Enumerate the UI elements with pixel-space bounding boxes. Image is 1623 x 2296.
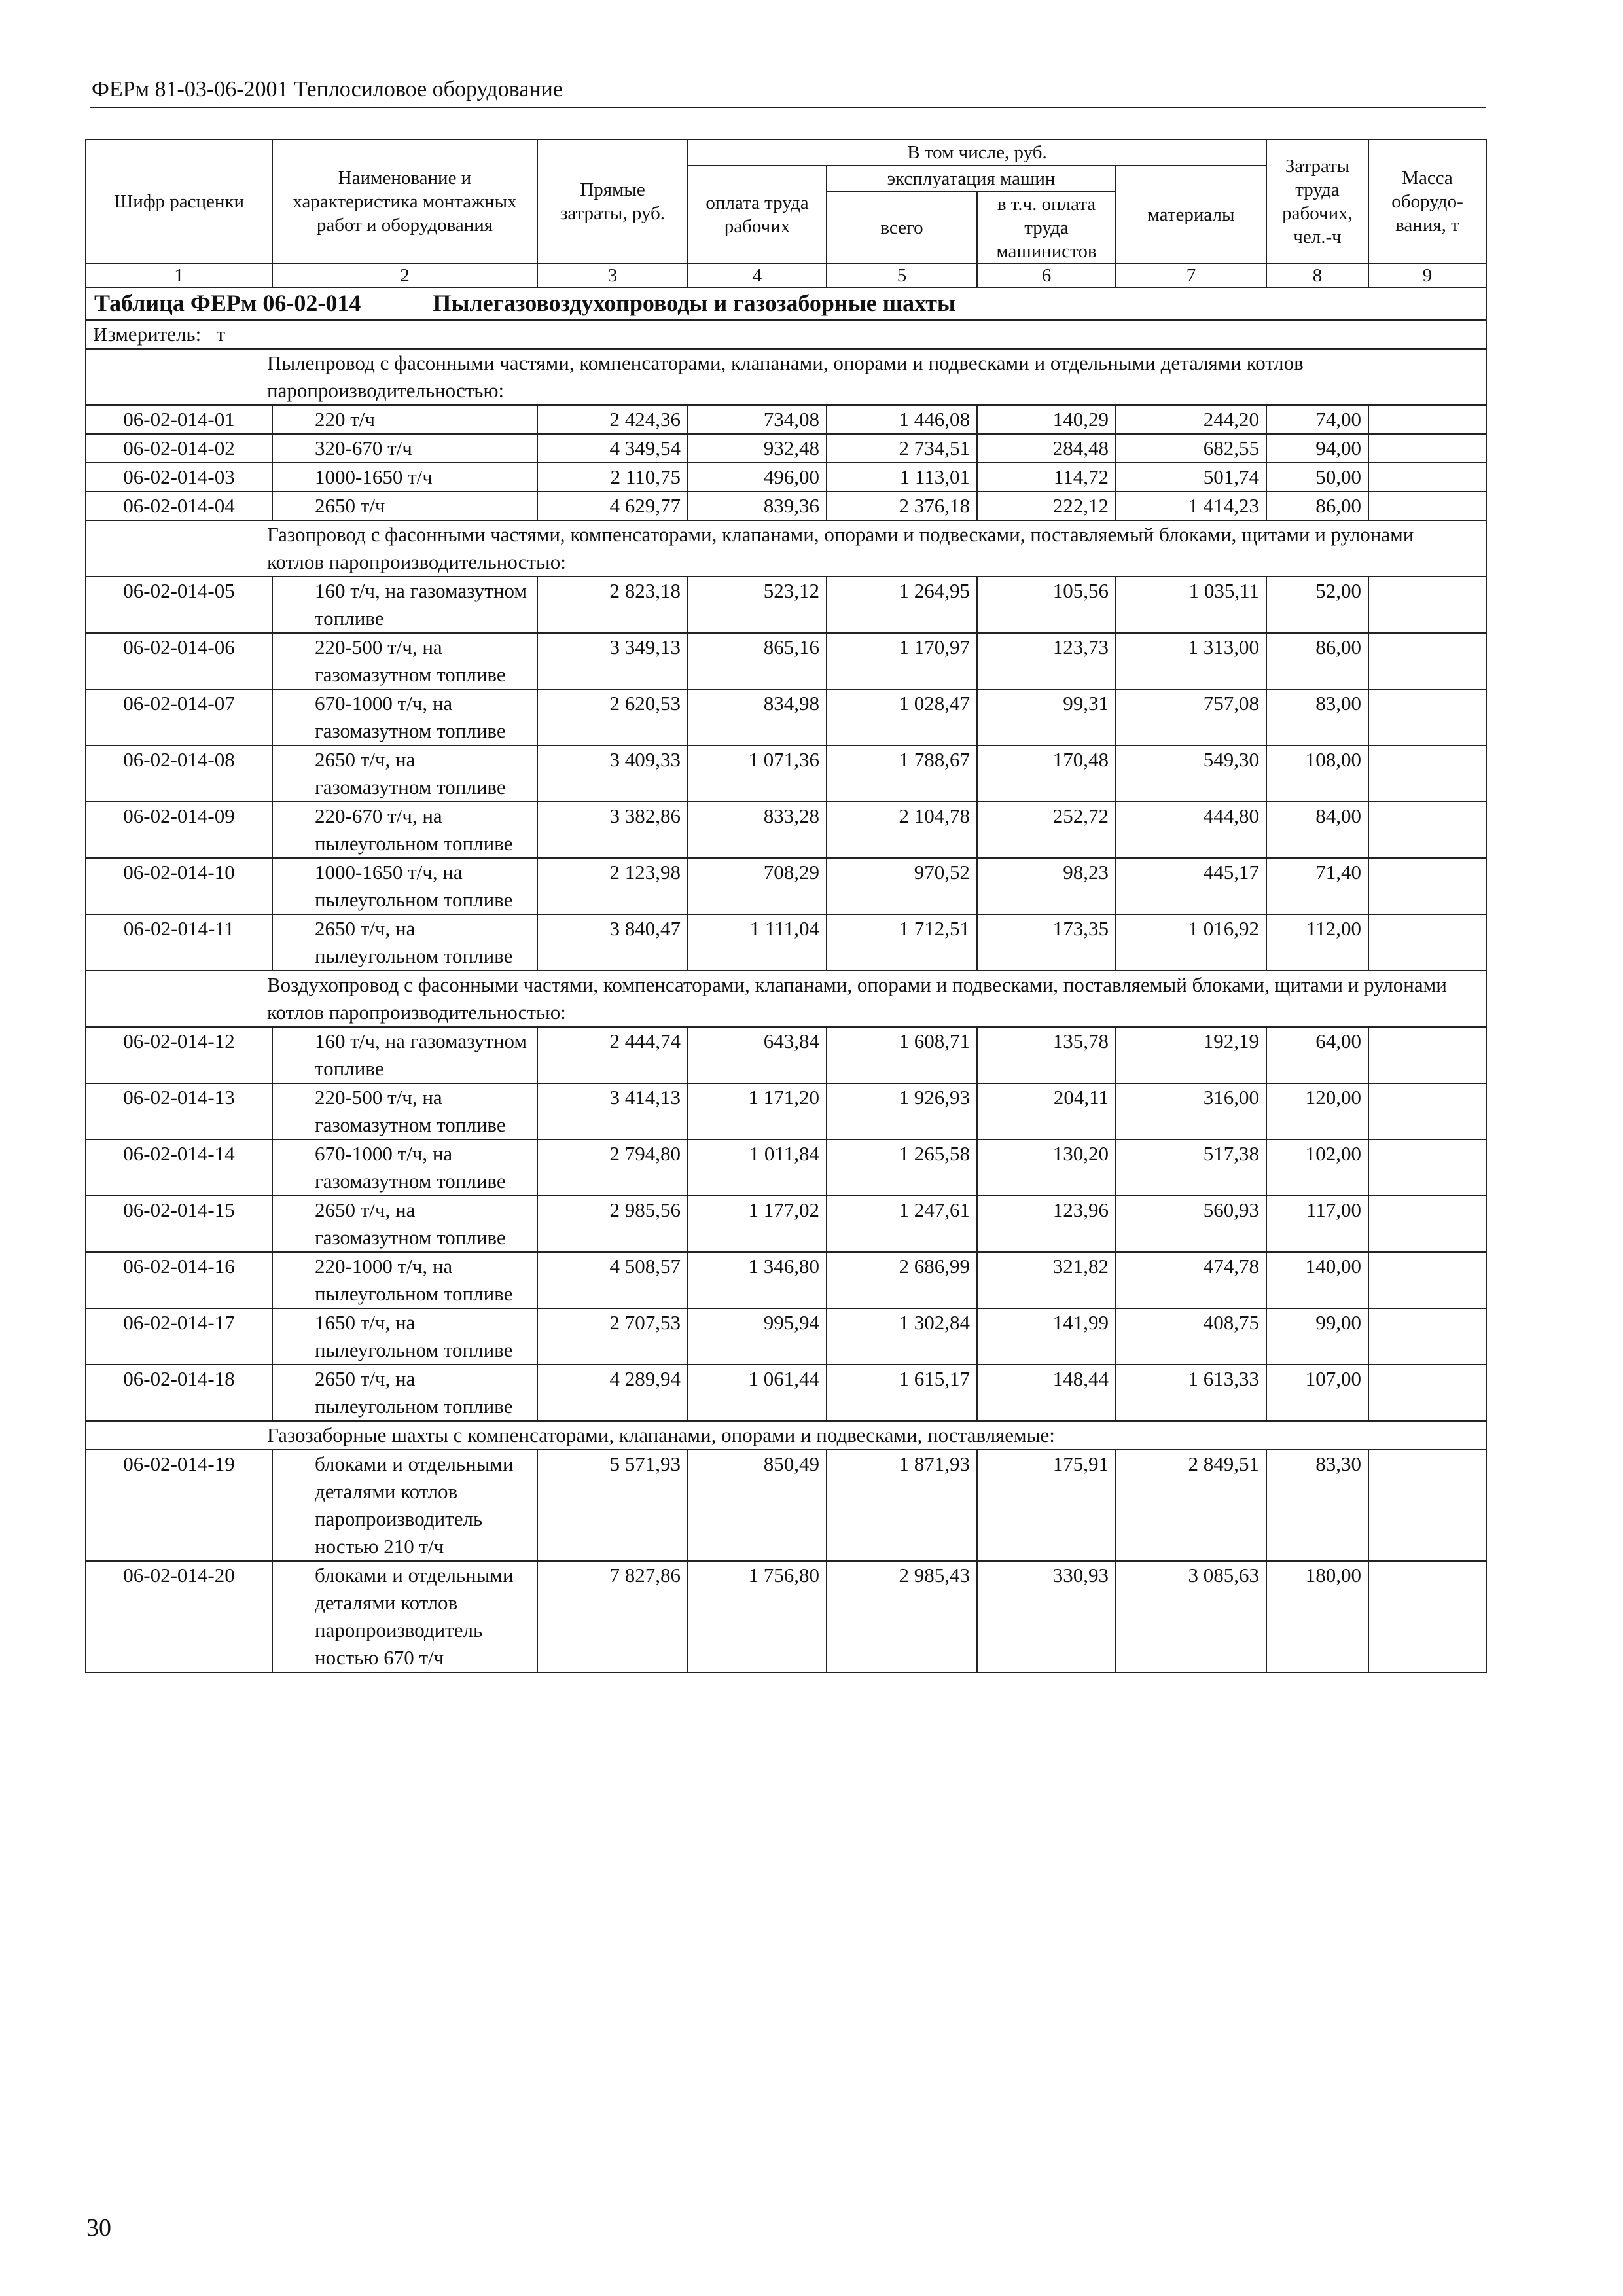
column-number: 9 [1368,264,1486,287]
table-row [86,1139,1486,1196]
row-code: 06-02-014-12 [86,1027,272,1083]
row-name: 2650 т/ч, на газомазутном топливе [272,1196,537,1252]
row-materials: 192,19 [1116,1027,1266,1083]
row-wages: 834,98 [688,689,827,745]
group-heading-spacer [86,349,272,405]
row-code: 06-02-014-13 [86,1083,272,1139]
row-mass [1368,1252,1486,1308]
row-direct-costs: 2 444,74 [537,1027,688,1083]
row-machinist-wages: 284,48 [977,434,1116,463]
row-machinist-wages: 173,35 [977,914,1116,971]
row-materials: 1 313,00 [1116,633,1266,689]
row-machinist-wages: 252,72 [977,802,1116,858]
row-name: 1000-1650 т/ч [272,463,537,492]
page-header: ФЕРм 81-03-06-2001 Теплосиловое оборудование [92,77,563,101]
row-mass [1368,405,1486,434]
table-row [86,492,1486,520]
row-materials: 244,20 [1116,405,1266,434]
group-heading: Пылепровод с фасонными частями, компенсаторами, клапанами, опорами и подвесками и отдельными деталями котлов паропроизводительностью: [267,349,1481,405]
row-mass [1368,914,1486,971]
row-code: 06-02-014-01 [86,405,272,434]
row-machines-total: 970,52 [827,858,977,914]
row-labor: 108,00 [1266,745,1368,802]
row-materials: 445,17 [1116,858,1266,914]
row-code: 06-02-014-03 [86,463,272,492]
row-name: 1650 т/ч, на пылеугольном топливе [272,1308,537,1365]
row-code: 06-02-014-20 [86,1561,272,1672]
row-name: 220-670 т/ч, на пылеугольном топливе [272,802,537,858]
row-direct-costs: 4 508,57 [537,1252,688,1308]
column-number: 3 [537,264,688,287]
row-labor: 86,00 [1266,492,1368,520]
table-code: Таблица ФЕРм 06-02-014 [94,290,361,316]
group-heading: Воздухопровод с фасонными частями, компенсаторами, клапанами, опорами и подвесками, поставляемый блоками, щитами и рулонами котлов паропроизводительностью: [267,971,1481,1027]
row-name: 220-500 т/ч, на газомазутном топливе [272,633,537,689]
rates-table-body [86,139,1486,1672]
row-materials: 517,38 [1116,1139,1266,1196]
row-name: 2650 т/ч [272,492,537,520]
row-mass [1368,858,1486,914]
group-heading-spacer [86,1421,272,1450]
row-machinist-wages: 135,78 [977,1027,1116,1083]
row-wages: 850,49 [688,1450,827,1561]
table-row [86,1196,1486,1252]
row-wages: 865,16 [688,633,827,689]
row-materials: 474,78 [1116,1252,1266,1308]
row-labor: 71,40 [1266,858,1368,914]
row-materials: 1 035,11 [1116,577,1266,633]
row-machines-total: 2 734,51 [827,434,977,463]
row-labor: 140,00 [1266,1252,1368,1308]
row-mass [1368,802,1486,858]
row-materials: 408,75 [1116,1308,1266,1365]
row-wages: 643,84 [688,1027,827,1083]
row-materials: 444,80 [1116,802,1266,858]
row-wages: 496,00 [688,463,827,492]
row-direct-costs: 2 823,18 [537,577,688,633]
row-machines-total: 1 446,08 [827,405,977,434]
row-wages: 1 171,20 [688,1083,827,1139]
row-name: 1000-1650 т/ч, на пылеугольном топливе [272,858,537,914]
row-mass [1368,1196,1486,1252]
row-machines-total: 1 871,93 [827,1450,977,1561]
row-mass [1368,1365,1486,1421]
column-number: 4 [688,264,827,287]
row-wages: 1 177,02 [688,1196,827,1252]
row-machinist-wages: 141,99 [977,1308,1116,1365]
row-wages: 1 071,36 [688,745,827,802]
row-name: блоками и отдельными деталями котлов паропроизводитель ностью 210 т/ч [272,1450,537,1561]
row-mass [1368,463,1486,492]
row-code: 06-02-014-18 [86,1365,272,1421]
table-row [86,1027,1486,1083]
row-direct-costs: 2 110,75 [537,463,688,492]
row-machinist-wages: 140,29 [977,405,1116,434]
column-number: 2 [272,264,537,287]
row-name: 670-1000 т/ч, на газомазутном топливе [272,689,537,745]
row-materials: 549,30 [1116,745,1266,802]
row-labor: 50,00 [1266,463,1368,492]
row-machinist-wages: 105,56 [977,577,1116,633]
row-code: 06-02-014-19 [86,1450,272,1561]
row-labor: 52,00 [1266,577,1368,633]
row-direct-costs: 5 571,93 [537,1450,688,1561]
row-machinist-wages: 222,12 [977,492,1116,520]
row-materials: 501,74 [1116,463,1266,492]
row-name: 160 т/ч, на газомазутном топливе [272,577,537,633]
row-mass [1368,1083,1486,1139]
measure-row [86,320,1486,349]
group-heading-row [86,349,1486,405]
row-machines-total: 1 247,61 [827,1196,977,1252]
column-numbers-row [86,264,1486,287]
row-machines-total: 1 788,67 [827,745,977,802]
table-row [86,914,1486,971]
row-labor: 180,00 [1266,1561,1368,1672]
row-direct-costs: 2 123,98 [537,858,688,914]
row-direct-costs: 2 620,53 [537,689,688,745]
row-materials: 1 414,23 [1116,492,1266,520]
table-row [86,745,1486,802]
row-labor: 84,00 [1266,802,1368,858]
row-materials: 3 085,63 [1116,1561,1266,1672]
row-machines-total: 1 028,47 [827,689,977,745]
row-materials: 682,55 [1116,434,1266,463]
row-mass [1368,492,1486,520]
row-machinist-wages: 99,31 [977,689,1116,745]
header-wages: оплата труда рабочих [688,166,827,264]
row-direct-costs: 4 349,54 [537,434,688,463]
header-name: Наименование и характеристика монтажных работ и оборудования [272,139,537,264]
row-mass [1368,1027,1486,1083]
row-labor: 120,00 [1266,1083,1368,1139]
row-labor: 74,00 [1266,405,1368,434]
header-machinist-wages: в т.ч. оплата труда машинистов [977,192,1116,264]
row-direct-costs: 3 382,86 [537,802,688,858]
row-mass [1368,633,1486,689]
column-number: 7 [1116,264,1266,287]
table-row [86,1308,1486,1365]
row-wages: 1 111,04 [688,914,827,971]
header-machines-total: всего [827,192,977,264]
row-mass [1368,1561,1486,1672]
row-direct-costs: 3 414,13 [537,1083,688,1139]
row-name: 160 т/ч, на газомазутном топливе [272,1027,537,1083]
row-machines-total: 1 615,17 [827,1365,977,1421]
row-wages: 1 346,80 [688,1252,827,1308]
rates-table [85,139,1487,1673]
row-machines-total: 1 608,71 [827,1027,977,1083]
row-name: 2650 т/ч, на пылеугольном топливе [272,914,537,971]
row-wages: 734,08 [688,405,827,434]
page-number: 30 [86,2214,111,2242]
row-materials: 1 613,33 [1116,1365,1266,1421]
row-machinist-wages: 123,96 [977,1196,1116,1252]
row-labor: 117,00 [1266,1196,1368,1252]
row-machines-total: 2 376,18 [827,492,977,520]
row-direct-costs: 2 424,36 [537,405,688,434]
row-machines-total: 1 264,95 [827,577,977,633]
row-machines-total: 1 712,51 [827,914,977,971]
header-direct-costs: Прямые затраты, руб. [537,139,688,264]
row-materials: 1 016,92 [1116,914,1266,971]
row-machinist-wages: 148,44 [977,1365,1116,1421]
table-row [86,1450,1486,1561]
row-machinist-wages: 98,23 [977,858,1116,914]
row-code: 06-02-014-10 [86,858,272,914]
row-labor: 64,00 [1266,1027,1368,1083]
row-code: 06-02-014-11 [86,914,272,971]
column-number: 5 [827,264,977,287]
row-wages: 1 011,84 [688,1139,827,1196]
row-wages: 708,29 [688,858,827,914]
table-title: Пылегазовоздухопроводы и газозаборные шахты [433,290,955,316]
row-mass [1368,1139,1486,1196]
row-mass [1368,745,1486,802]
row-direct-costs: 4 629,77 [537,492,688,520]
row-direct-costs: 7 827,86 [537,1561,688,1672]
row-machines-total: 1 170,97 [827,633,977,689]
row-machinist-wages: 175,91 [977,1450,1116,1561]
header-materials: материалы [1116,166,1266,264]
row-machinist-wages: 321,82 [977,1252,1116,1308]
row-code: 06-02-014-17 [86,1308,272,1365]
table-row [86,802,1486,858]
table-row [86,1252,1486,1308]
row-direct-costs: 3 409,33 [537,745,688,802]
row-machines-total: 1 113,01 [827,463,977,492]
row-name: блоками и отдельными деталями котлов паропроизводитель ностью 670 т/ч [272,1561,537,1672]
row-wages: 932,48 [688,434,827,463]
table-row [86,463,1486,492]
row-machinist-wages: 123,73 [977,633,1116,689]
group-heading-spacer [86,520,272,577]
row-wages: 839,36 [688,492,827,520]
row-machinist-wages: 330,93 [977,1561,1116,1672]
table-title-row [86,287,1486,320]
row-materials: 757,08 [1116,689,1266,745]
row-machinist-wages: 170,48 [977,745,1116,802]
group-heading-row [86,1421,1486,1450]
header-machines: эксплуатация машин [827,166,1116,192]
row-code: 06-02-014-09 [86,802,272,858]
group-heading-row [86,520,1486,577]
row-machinist-wages: 130,20 [977,1139,1116,1196]
row-code: 06-02-014-05 [86,577,272,633]
row-name: 220-1000 т/ч, на пылеугольном топливе [272,1252,537,1308]
row-wages: 523,12 [688,577,827,633]
row-code: 06-02-014-04 [86,492,272,520]
row-name: 320-670 т/ч [272,434,537,463]
table-row [86,405,1486,434]
table-row [86,633,1486,689]
row-labor: 112,00 [1266,914,1368,971]
row-machines-total: 1 302,84 [827,1308,977,1365]
row-code: 06-02-014-14 [86,1139,272,1196]
row-labor: 83,00 [1266,689,1368,745]
header-mass: Масса оборудо-вания, т [1368,139,1486,264]
row-code: 06-02-014-06 [86,633,272,689]
row-code: 06-02-014-02 [86,434,272,463]
row-labor: 94,00 [1266,434,1368,463]
row-name: 2650 т/ч, на пылеугольном топливе [272,1365,537,1421]
row-labor: 99,00 [1266,1308,1368,1365]
group-heading-row [86,971,1486,1027]
table-row [86,434,1486,463]
group-heading-spacer [86,971,272,1027]
row-code: 06-02-014-07 [86,689,272,745]
table-row [86,858,1486,914]
group-heading: Газозаборные шахты с компенсаторами, клапанами, опорами и подвесками, поставляемые: [267,1421,1481,1450]
row-direct-costs: 3 840,47 [537,914,688,971]
row-mass [1368,1308,1486,1365]
table-row [86,689,1486,745]
row-code: 06-02-014-15 [86,1196,272,1252]
row-name: 670-1000 т/ч, на газомазутном топливе [272,1139,537,1196]
row-machines-total: 2 686,99 [827,1252,977,1308]
row-mass [1368,577,1486,633]
header-rule [90,107,1486,108]
group-heading: Газопровод с фасонными частями, компенсаторами, клапанами, опорами и подвесками, поставляемый блоками, щитами и рулонами котлов паропроизводительностью: [267,520,1481,577]
row-machinist-wages: 114,72 [977,463,1116,492]
row-machines-total: 2 985,43 [827,1561,977,1672]
table-row [86,577,1486,633]
row-machinist-wages: 204,11 [977,1083,1116,1139]
column-number: 8 [1266,264,1368,287]
row-direct-costs: 4 289,94 [537,1365,688,1421]
measure-unit: т [216,323,225,346]
row-wages: 995,94 [688,1308,827,1365]
row-labor: 83,30 [1266,1450,1368,1561]
row-direct-costs: 2 985,56 [537,1196,688,1252]
row-direct-costs: 2 707,53 [537,1308,688,1365]
table-row [86,1083,1486,1139]
row-labor: 86,00 [1266,633,1368,689]
row-mass [1368,689,1486,745]
row-materials: 2 849,51 [1116,1450,1266,1561]
header-code: Шифр расценки [86,139,272,264]
row-wages: 1 756,80 [688,1561,827,1672]
row-name: 220-500 т/ч, на газомазутном топливе [272,1083,537,1139]
column-number: 6 [977,264,1116,287]
row-code: 06-02-014-16 [86,1252,272,1308]
row-direct-costs: 3 349,13 [537,633,688,689]
row-direct-costs: 2 794,80 [537,1139,688,1196]
column-number: 1 [86,264,272,287]
row-labor: 102,00 [1266,1139,1368,1196]
header-including: В том числе, руб. [688,139,1266,166]
row-wages: 1 061,44 [688,1365,827,1421]
row-machines-total: 1 926,93 [827,1083,977,1139]
row-materials: 316,00 [1116,1083,1266,1139]
row-machines-total: 1 265,58 [827,1139,977,1196]
row-wages: 833,28 [688,802,827,858]
row-mass [1368,434,1486,463]
row-materials: 560,93 [1116,1196,1266,1252]
header-labor: Затраты труда рабочих, чел.-ч [1266,139,1368,264]
row-code: 06-02-014-08 [86,745,272,802]
measure-label: Измеритель: [93,323,202,346]
table-row [86,1365,1486,1421]
row-mass [1368,1450,1486,1561]
row-name: 2650 т/ч, на газомазутном топливе [272,745,537,802]
row-machines-total: 2 104,78 [827,802,977,858]
row-labor: 107,00 [1266,1365,1368,1421]
table-row [86,1561,1486,1672]
row-name: 220 т/ч [272,405,537,434]
